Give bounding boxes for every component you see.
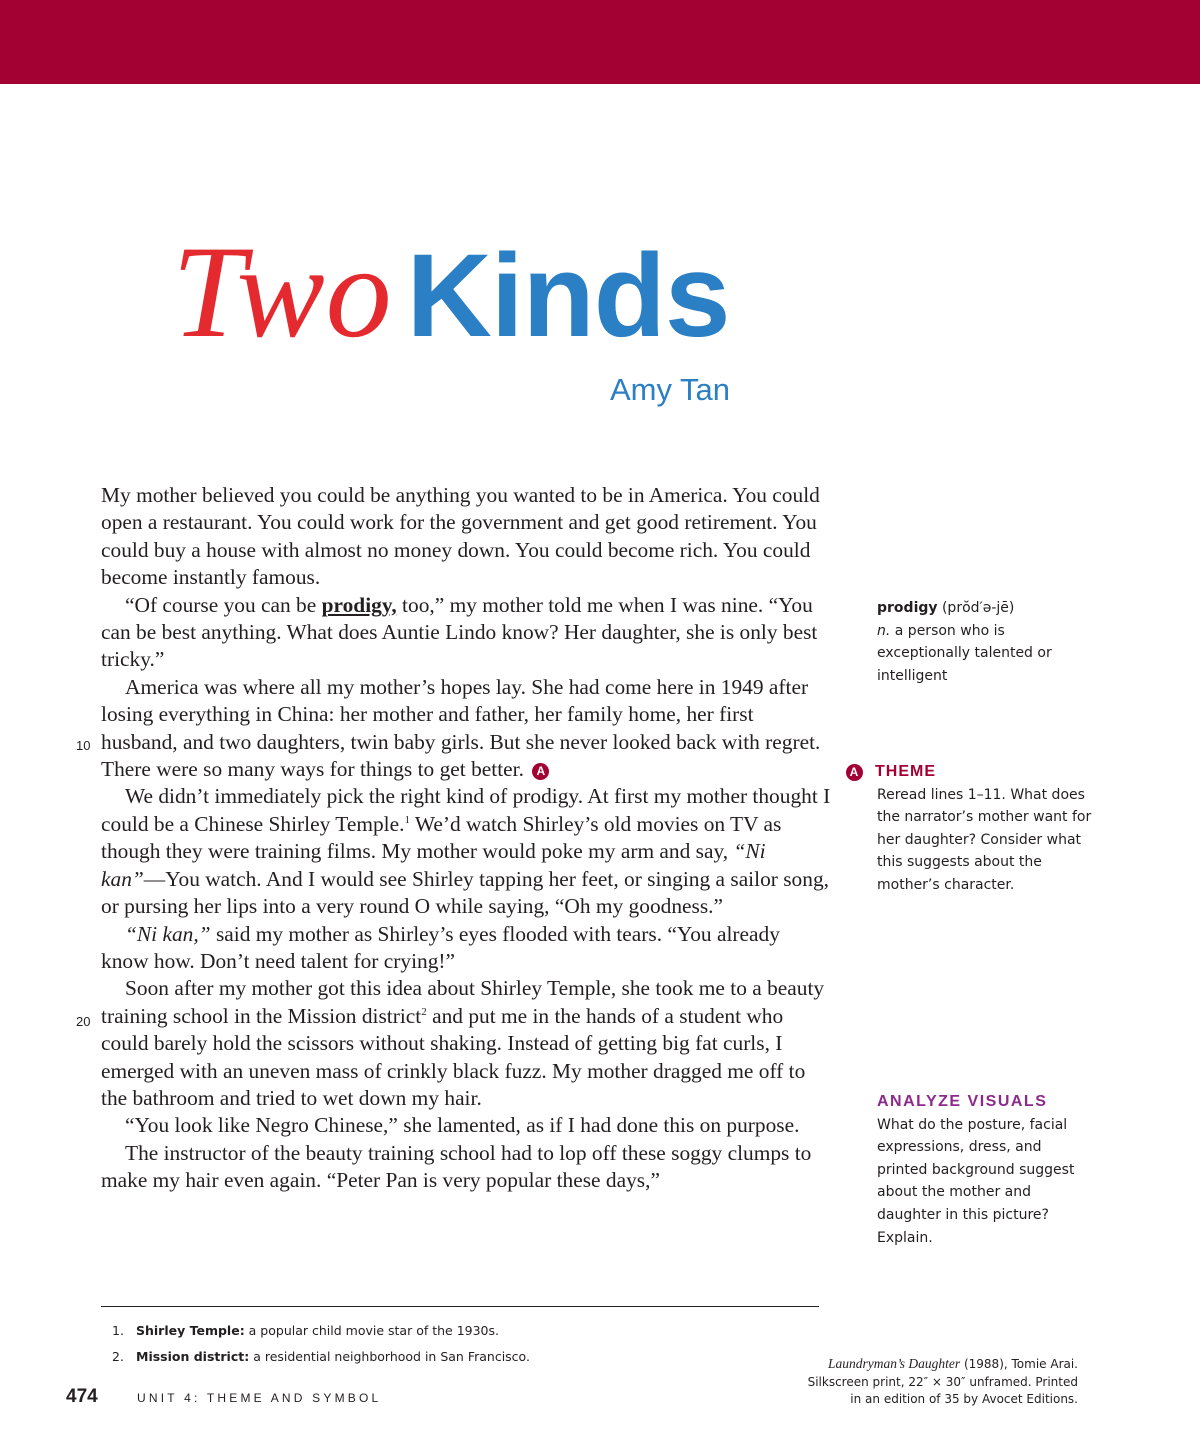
line-number-20: 20 xyxy=(76,1014,91,1029)
footnote-2: 2. Mission district: a residential neighborhood in San Francisco. xyxy=(112,1349,530,1364)
paragraph-5: “Ni kan,” said my mother as Shirley’s eyes flooded with tears. “You already know how. Don’t need talent for crying!” xyxy=(101,921,780,973)
title-italic-part: Two xyxy=(172,218,393,365)
footnote-divider xyxy=(101,1306,819,1307)
theme-marker-a: A xyxy=(532,763,549,780)
running-head: UNIT 4: THEME AND SYMBOL xyxy=(137,1391,382,1405)
footnote-ref-1: 1 xyxy=(404,813,410,826)
author-name: Amy Tan xyxy=(610,372,731,407)
paragraph-7: “You look like Negro Chinese,” she lamented, as if I had done this on purpose. xyxy=(125,1113,800,1138)
paragraph-4: We didn’t immediately pick the right kind of prodigy. At first my mother thought I could be a Chinese Shirley Temple.$^1$ We’d watch Shirley’s old movies on TV as though they were training films. My mother would poke my arm and say, “Ni kan”—You watch. And I would see Shirley tapping her feet, or singing a sailor song, or pursing her lips into a very round O while saying, “Oh my goodness.” xyxy=(101,784,831,919)
artwork-title: Laundryman’s Daughter xyxy=(828,1356,961,1371)
theme-note xyxy=(849,761,1092,897)
theme-heading: A THEME xyxy=(877,761,1092,784)
paragraph-2: “Of course you can be prodigy, too,” my mother told me when I was nine. “You can be best anything. What does Auntie Lindo know? Her daughter, she is only best tricky.” xyxy=(101,592,818,672)
paragraph-3: America was where all my mother’s hopes lay. She had come here in 1949 after losing everything in China: her mother and father, her family home, her first husband, and two daughters, twin baby girls. But she never looked back with regret. There were so many ways for things to get better. A xyxy=(101,674,821,782)
theme-question: Reread lines 1–11. What does the narrator’s mother want for her daughter? Consider what this suggests about the mother’s character. xyxy=(877,786,1092,893)
title-bold-part: Kinds xyxy=(406,230,730,362)
vocab-pronunciation: (prŏd′ə-jē) xyxy=(937,600,1015,616)
analyze-visuals-note xyxy=(877,1091,1092,1249)
vocab-part-of-speech: n. xyxy=(877,622,891,639)
artwork-caption: Laundryman’s Daughter (1988), Tomie Arai. Silkscreen print, 22″ × 30″ unframed. Printed in an edition of 35 by Avocet Editions. xyxy=(807,1356,1078,1407)
theme-note-marker-a: A xyxy=(846,764,863,781)
page-number: 474 xyxy=(66,1386,98,1407)
line-number-10: 10 xyxy=(76,738,91,753)
vocab-word-prodigy: prodigy, xyxy=(321,592,397,617)
analyze-visuals-heading: ANALYZE VISUALS xyxy=(877,1093,1048,1110)
vocab-note xyxy=(877,597,1092,687)
story-body xyxy=(101,482,831,1195)
header-bar xyxy=(0,0,1200,84)
footnote-ref-2: 2 xyxy=(421,1005,427,1018)
vocab-definition: a person who is exceptionally talented or intelligent xyxy=(877,622,1052,684)
story-title xyxy=(172,218,730,365)
footnote-1: 1. Shirley Temple: a popular child movie star of the 1930s. xyxy=(112,1323,499,1338)
paragraph-1: My mother believed you could be anything you wanted to be in America. You could open a restaurant. You could work for the government and get good retirement. You could buy a house with almost no money down. You could become rich. You could become instantly famous. xyxy=(101,483,820,590)
paragraph-8: The instructor of the beauty training school had to lop off these soggy clumps to make my hair even again. “Peter Pan is very popular these days,” xyxy=(101,1140,812,1193)
vocab-note-word: prodigy xyxy=(877,600,938,616)
paragraph-6: Soon after my mother got this idea about Shirley Temple, she took me to a beauty training school in the Mission district$^2$ and put me in the hands of a student who could barely hold the scissors without shaking. Instead of getting big fat curls, I emerged with an uneven mass of crinkly black fuzz. My mother dragged me off to the bathroom and tried to wet down my hair. xyxy=(101,976,825,1110)
footnotes xyxy=(112,1318,812,1370)
analyze-visuals-question: What do the posture, facial expressions, dress, and printed background suggest about the mother and daughter in this picture? Explain. xyxy=(877,1116,1075,1246)
